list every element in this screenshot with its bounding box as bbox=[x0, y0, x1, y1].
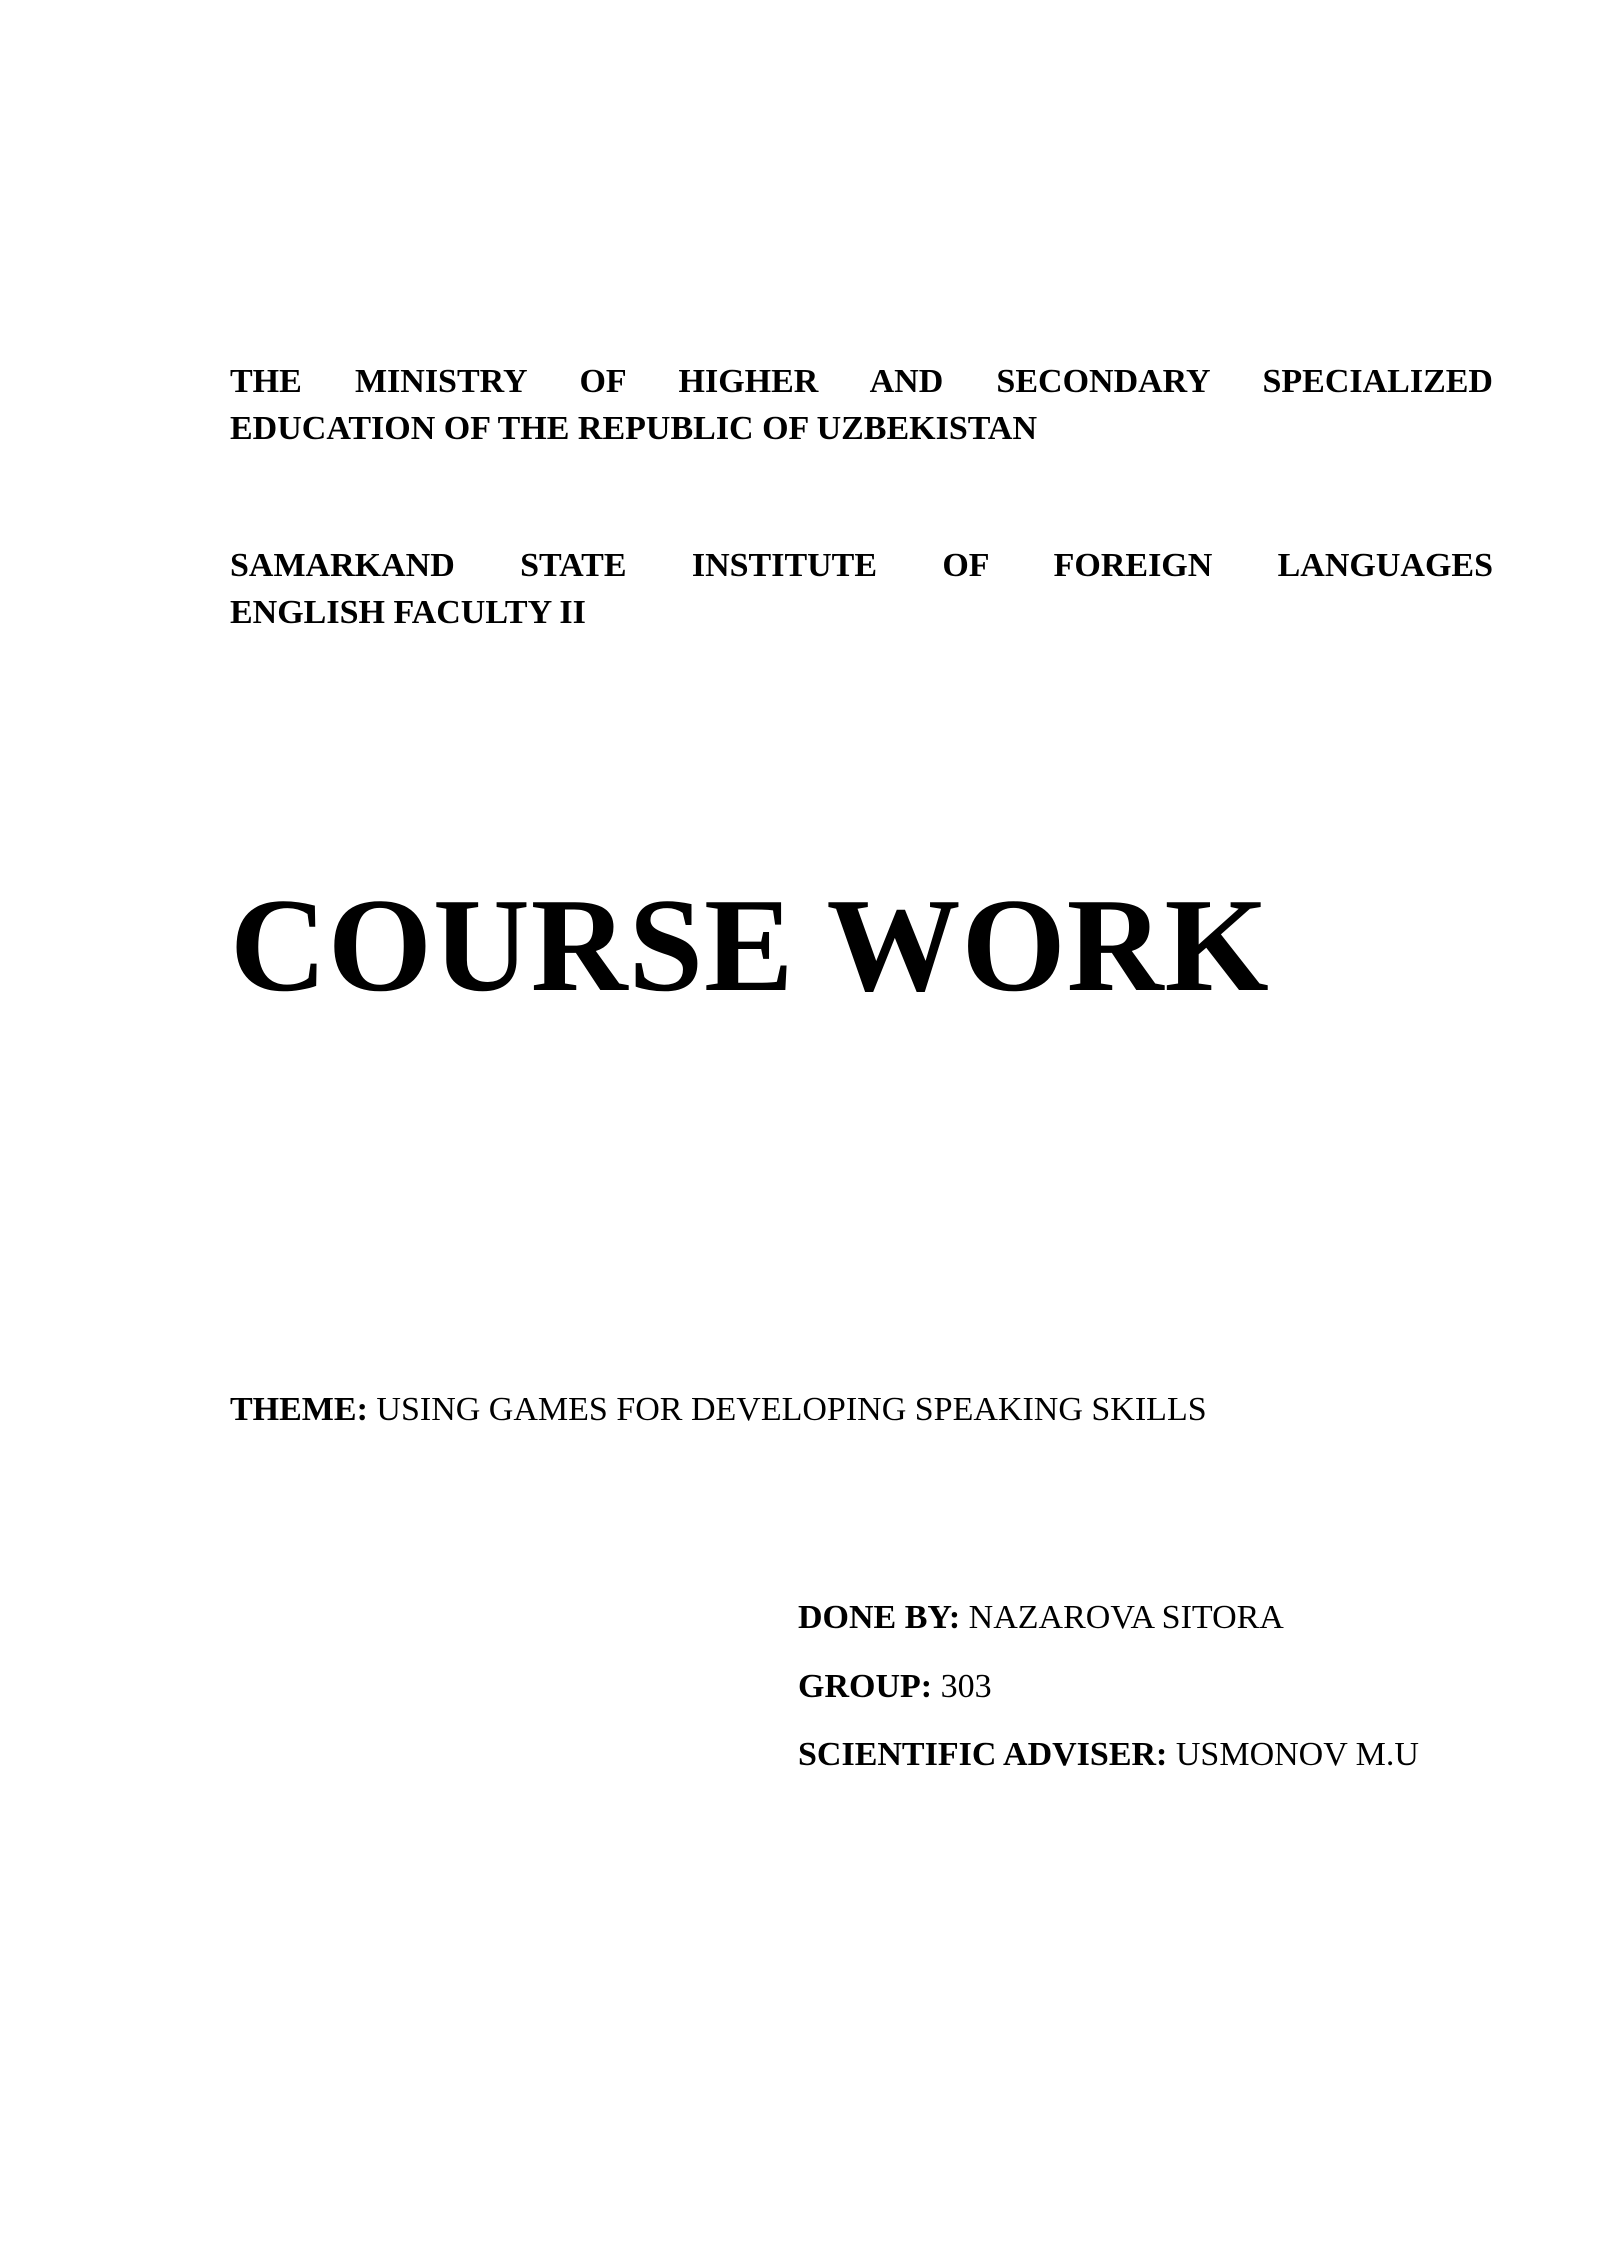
theme-line bbox=[230, 1388, 1207, 1432]
ministry-heading bbox=[230, 358, 1493, 452]
group-value: 303 bbox=[940, 1668, 992, 1705]
adviser-line bbox=[798, 1733, 1419, 1777]
group-label: GROUP: bbox=[798, 1668, 933, 1705]
institute-heading bbox=[230, 542, 1493, 636]
done-by-label: DONE BY: bbox=[798, 1599, 961, 1636]
institute-line-2: ENGLISH FACULTY II bbox=[230, 594, 586, 631]
theme-value: USING GAMES FOR DEVELOPING SPEAKING SKILLS bbox=[376, 1391, 1207, 1428]
ministry-line-2: EDUCATION OF THE REPUBLIC OF UZBEKISTAN bbox=[230, 410, 1038, 447]
ministry-line-1: THE MINISTRY OF HIGHER AND SECONDARY SPECIALIZED bbox=[230, 363, 1493, 400]
done-by-value: NAZAROVA SITORA bbox=[968, 1599, 1284, 1636]
adviser-value: USMONOV M.U bbox=[1175, 1736, 1419, 1773]
institute-line-1: SAMARKAND STATE INSTITUTE OF FOREIGN LANGUAGES bbox=[230, 547, 1493, 584]
document-title: COURSE WORK bbox=[230, 871, 1270, 1019]
done-by-line bbox=[798, 1596, 1284, 1640]
group-line bbox=[798, 1665, 992, 1709]
adviser-label: SCIENTIFIC ADVISER: bbox=[798, 1736, 1168, 1773]
theme-label: THEME: bbox=[230, 1391, 368, 1428]
